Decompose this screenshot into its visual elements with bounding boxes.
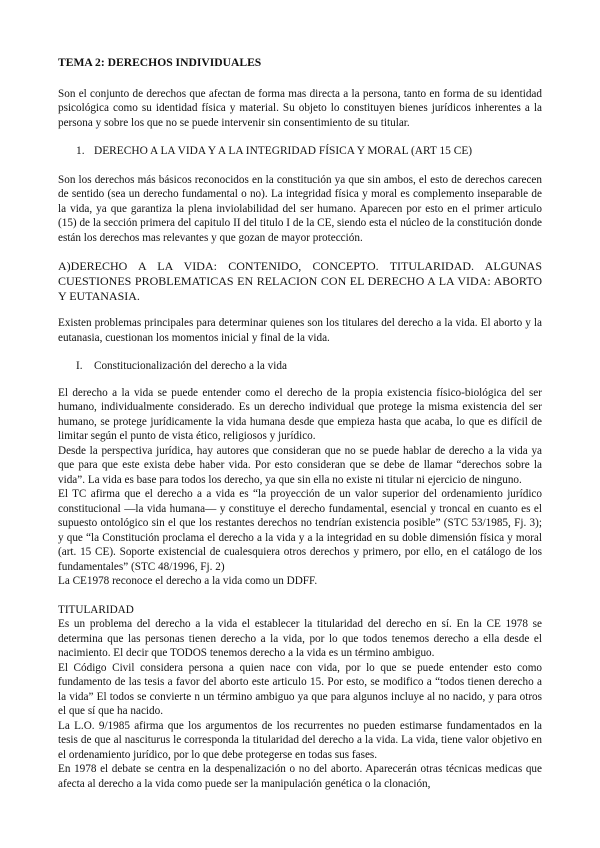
document-title: TEMA 2: DERECHOS INDIVIDUALES xyxy=(58,56,262,69)
paragraph-8: El Código Civil considera persona a quien nace con vida, por lo que se puede entender esto como fundamento de las tesis a favor del aborto este articulo 15. Por esto, se modifico a “todos tienen derecho a la vida” El todos se convierte n un término ambiguo ya que para algunos incluye al no nacido, y para otros el que sí que ha nacido. xyxy=(58,661,542,717)
section-titularidad: TITULARIDAD xyxy=(58,603,134,616)
paragraph-3: El derecho a la vida se puede entender como el derecho de la propia existencia físico-biológica del ser humano, individualmente considerado. Es un derecho individual que protege la misma existencia del ser humano, se protege jurídicamente la vida humana desde que empieza hasta que acaba, lo que es difícil de limitar según el punto de vista ético, religiosos y jurídico. xyxy=(58,386,542,442)
subsection-title-a: A)DERECHO A LA VIDA: CONTENIDO, CONCEPTO. TITULARIDAD. ALGUNAS CUESTIONES PROBLEMATICAS EN RELACION CON EL DERECHO A LA VIDA: ABORTO Y EUTANASIA. xyxy=(58,259,542,303)
roman-number: I. xyxy=(76,360,83,372)
section-number: 1. xyxy=(76,145,85,157)
paragraph-5: El TC afirma que el derecho a a vida es “la proyección de un valor superior del ordenamiento jurídico constitucional —la vida humana— y constituye el derecho fundamental, esencial y troncal en cuanto es el supuesto ontológico sin el que los restantes derechos no tendrían existencia posible” (STC 53/1985, Fj. 3); y que “la Constitución proclama el derecho a la vida y a la integridad en su doble dimensión física y moral (art. 15 CE). Soporte existencial de cualesquiera otros derechos y primero, por ello, en el catálogo de los fundamentales” (STC 48/1996, Fj. 2) xyxy=(58,488,542,573)
section-heading-1 xyxy=(58,144,542,159)
paragraph-2: Existen problemas principales para determinar quienes son los titulares del derecho a la vida. El aborto y la eutanasia, cuestionan los momentos inicial y final de la vida. xyxy=(58,317,542,344)
roman-heading-1 xyxy=(58,359,542,374)
paragraph-4: Desde la perspectiva jurídica, hay autores que consideran que no se puede hablar de derecho a la vida ya que para que este exista debe haber vida. Por esto consideran que se debe de llamar “derechos sobre la vida”. La vida es base para todos los derecho, ya que sin ella no existe ni titular ni ejercicio de ninguno. xyxy=(58,444,542,486)
paragraph-6: La CE1978 reconoce el derecho a la vida como un DDFF. xyxy=(58,575,318,587)
paragraph-7: Es un problema del derecho a la vida el establecer la titularidad del derecho en sí. En la CE 1978 se determina que las personas tienen derecho a la vida, por lo que todos tenemos derecho a ella desde el nacimiento. El decir que TODOS tenemos derecho a la vida es un término ambiguo. xyxy=(58,618,542,659)
paragraph-9: La L.O. 9/1985 afirma que los argumentos de los recurrentes no pueden estimarse fundamentados en la tesis de que al nasciturus le corresponda la titularidad del derecho a la vida. La vida, tiene valor objetivo en el ordenamiento jurídico, por lo que debe protegerse en todas sus fases. xyxy=(58,719,542,761)
intro-paragraph: Son el conjunto de derechos que afectan de forma mas directa a la persona, tanto en forma de su identidad psicológica como su identidad física y material. Su objeto lo constituyen bienes jurídicos inherentes a la persona y sobre los que no se puede intervenir sin consentimiento de su titular. xyxy=(58,87,542,129)
section-heading-text: DERECHO A LA VIDA Y A LA INTEGRIDAD FÍSICA Y MORAL (ART 15 CE) xyxy=(94,145,473,157)
roman-heading-text: Constitucionalización del derecho a la vida xyxy=(94,360,287,372)
paragraph-10: En 1978 el debate se centra en la despenalización o no del aborto. Aparecerán otras técnicas medicas que afecta al derecho a la vida como puede ser la manipulación genética o la clonación, xyxy=(58,763,542,790)
paragraph-1: Son los derechos más básicos reconocidos en la constitución ya que sin ambos, el esto de derechos carecen de sentido (sea un derecho fundamental o no). La integridad física y moral es complemento inseparable de la vida, ya que garantiza la plena inviolabilidad del ser humano. Aparecen por esto en el primer articulo (15) de la sección primera del capitulo II del titulo I de la CE, siendo esta el núcleo de la constitución donde están los derechos mas relevantes y que gozan de mayor protección. xyxy=(58,173,542,244)
